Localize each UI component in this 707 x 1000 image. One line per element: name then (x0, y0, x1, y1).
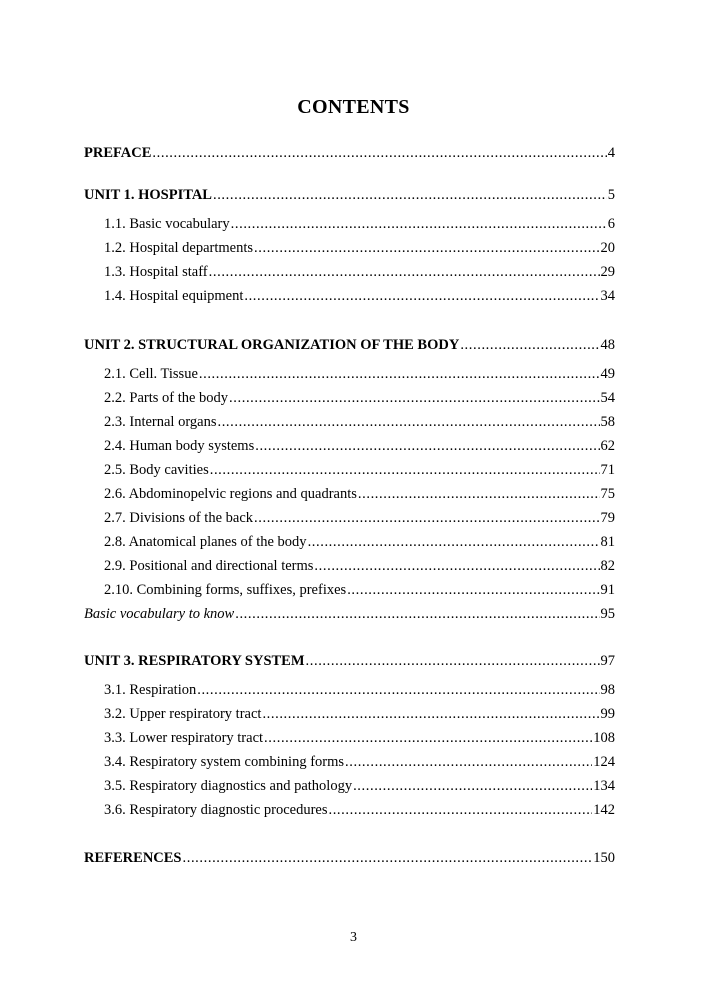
toc-page: 71 (600, 462, 615, 478)
toc-page: 142 (593, 802, 615, 818)
dot-leader (347, 580, 599, 600)
toc-page: 58 (600, 414, 615, 430)
dot-leader (254, 508, 599, 528)
toc-page: 29 (600, 264, 615, 280)
toc-page: 108 (593, 730, 615, 746)
toc-page: 34 (600, 288, 615, 304)
toc-page: 48 (600, 337, 615, 353)
toc-page: 5 (607, 187, 615, 203)
toc-label: 2.8. Anatomical planes of the body (104, 534, 307, 550)
toc-entry-references[interactable] (84, 848, 615, 868)
toc-label: UNIT 3. RESPIRATORY SYSTEM (84, 653, 305, 669)
toc-page: 79 (600, 510, 615, 526)
toc-label: 2.3. Internal organs (104, 414, 217, 430)
toc-label: UNIT 1. HOSPITAL (84, 187, 212, 203)
toc-page: 150 (593, 850, 615, 866)
dot-leader (314, 556, 599, 576)
toc-entry-3-3[interactable] (104, 728, 615, 748)
dot-leader (254, 238, 599, 258)
toc-page: 99 (600, 706, 615, 722)
toc-label: 1.3. Hospital staff (104, 264, 208, 280)
toc-entry-3-2[interactable] (104, 704, 615, 724)
toc-entry-2-5[interactable] (104, 460, 615, 480)
dot-leader (308, 532, 600, 552)
dot-leader (210, 460, 600, 480)
toc-entry-2-6[interactable] (104, 484, 615, 504)
page-number: 3 (350, 930, 357, 945)
toc-entry-2-1[interactable] (104, 364, 615, 384)
toc-entry-basic-vocabulary[interactable] (84, 604, 615, 624)
toc-label: 3.1. Respiration (104, 682, 197, 698)
toc-entry-2-2[interactable] (104, 388, 615, 408)
dot-leader (255, 436, 599, 456)
toc-page: 81 (600, 534, 615, 550)
dot-leader (231, 214, 607, 234)
dot-leader (235, 604, 599, 624)
toc-entry-preface[interactable] (84, 143, 615, 163)
toc-page: 6 (607, 216, 615, 232)
toc-label: 1.2. Hospital departments (104, 240, 254, 256)
toc-label: 2.10. Combining forms, suffixes, prefixes (104, 582, 347, 598)
toc-page: 82 (600, 558, 615, 574)
toc-entry-3-5[interactable] (104, 776, 615, 796)
dot-leader (213, 185, 607, 205)
dot-leader (306, 651, 600, 671)
dot-leader (183, 848, 593, 868)
toc-label: 2.4. Human body systems (104, 438, 255, 454)
toc-entry-1-4[interactable] (104, 286, 615, 306)
toc-page: 20 (600, 240, 615, 256)
toc-label: 2.7. Divisions of the back (104, 510, 254, 526)
toc-label: 1.1. Basic vocabulary (104, 216, 230, 232)
toc-page: 91 (600, 582, 615, 598)
dot-leader (199, 364, 600, 384)
toc-label: 2.2. Parts of the body (104, 390, 229, 406)
toc-page: 54 (600, 390, 615, 406)
toc-label: REFERENCES (84, 850, 182, 866)
toc-entry-1-1[interactable] (104, 214, 615, 234)
dot-leader (229, 388, 599, 408)
toc-entry-2-10[interactable] (104, 580, 615, 600)
dot-leader (460, 335, 599, 355)
toc-entry-unit1[interactable] (84, 185, 615, 205)
toc-label: 3.5. Respiratory diagnostics and pathology (104, 778, 353, 794)
toc-entry-3-6[interactable] (104, 800, 615, 820)
toc-entry-1-3[interactable] (104, 262, 615, 282)
toc-entry-unit2[interactable] (84, 335, 615, 355)
dot-leader (353, 776, 592, 796)
toc-label: 3.6. Respiratory diagnostic procedures (104, 802, 328, 818)
toc-entry-unit3[interactable] (84, 651, 615, 671)
toc-label: PREFACE (84, 145, 152, 161)
toc-label: UNIT 2. STRUCTURAL ORGANIZATION OF THE BODY (84, 337, 460, 353)
toc-label: Basic vocabulary to know (84, 606, 235, 622)
toc-label: 3.2. Upper respiratory tract (104, 706, 262, 722)
dot-leader (244, 286, 599, 306)
dot-leader (152, 143, 606, 163)
toc-label: 2.5. Body cavities (104, 462, 209, 478)
toc-page: 134 (593, 778, 615, 794)
toc-entry-2-8[interactable] (104, 532, 615, 552)
dot-leader (209, 262, 600, 282)
toc-page: 97 (600, 653, 615, 669)
toc-page: 98 (600, 682, 615, 698)
toc-entry-2-7[interactable] (104, 508, 615, 528)
dot-leader (262, 704, 599, 724)
dot-leader (358, 484, 600, 504)
toc-label: 3.3. Lower respiratory tract (104, 730, 264, 746)
toc-page: 75 (600, 486, 615, 502)
page-title: CONTENTS (297, 96, 410, 118)
toc-page: 62 (600, 438, 615, 454)
toc-entry-3-1[interactable] (104, 680, 615, 700)
toc-label: 2.6. Abdominopelvic regions and quadrants (104, 486, 357, 502)
toc-label: 2.9. Positional and directional terms (104, 558, 314, 574)
dot-leader (197, 680, 599, 700)
toc-page: 95 (600, 606, 615, 622)
toc-page: 124 (593, 754, 615, 770)
dot-leader (328, 800, 592, 820)
toc-entry-2-9[interactable] (104, 556, 615, 576)
toc-label: 2.1. Cell. Tissue (104, 366, 198, 382)
toc-page: 49 (600, 366, 615, 382)
toc-entry-3-4[interactable] (104, 752, 615, 772)
toc-entry-2-4[interactable] (104, 436, 615, 456)
toc-entry-2-3[interactable] (104, 412, 615, 432)
toc-label: 3.4. Respiratory system combining forms (104, 754, 345, 770)
toc-entry-1-2[interactable] (104, 238, 615, 258)
toc-label: 1.4. Hospital equipment (104, 288, 244, 304)
dot-leader (217, 412, 599, 432)
toc-page: 4 (607, 145, 615, 161)
dot-leader (264, 728, 592, 748)
dot-leader (345, 752, 592, 772)
